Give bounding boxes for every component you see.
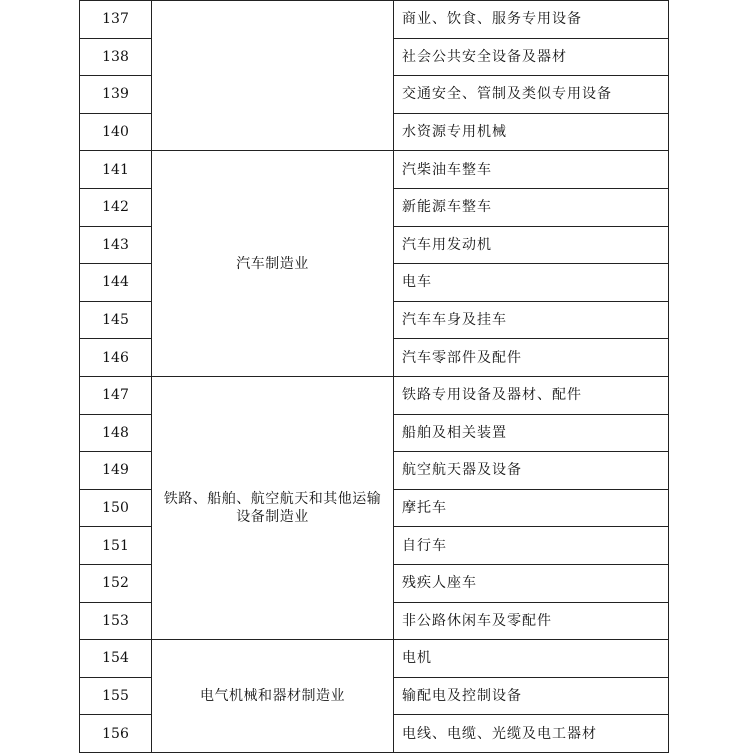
row-number: 143 xyxy=(80,226,152,264)
table-row xyxy=(80,1,669,39)
product-cell: 航空航天器及设备 xyxy=(394,452,669,490)
product-cell: 汽柴油车整车 xyxy=(394,151,669,189)
row-number: 139 xyxy=(80,76,152,114)
row-number: 137 xyxy=(80,1,152,39)
product-cell: 社会公共安全设备及器材 xyxy=(394,38,669,76)
product-cell: 商业、饮食、服务专用设备 xyxy=(394,1,669,39)
category-cell-previous xyxy=(152,1,394,151)
product-cell: 船舶及相关装置 xyxy=(394,414,669,452)
row-number: 146 xyxy=(80,339,152,377)
row-number: 148 xyxy=(80,414,152,452)
product-cell: 新能源车整车 xyxy=(394,188,669,226)
product-cell: 电机 xyxy=(394,640,669,678)
product-cell: 铁路专用设备及器材、配件 xyxy=(394,376,669,414)
row-number: 151 xyxy=(80,527,152,565)
row-number: 142 xyxy=(80,188,152,226)
product-cell: 摩托车 xyxy=(394,489,669,527)
row-number: 145 xyxy=(80,301,152,339)
row-number: 141 xyxy=(80,151,152,189)
product-cell: 汽车用发动机 xyxy=(394,226,669,264)
table-row xyxy=(80,151,669,189)
product-cell: 自行车 xyxy=(394,527,669,565)
product-cell: 非公路休闲车及零配件 xyxy=(394,602,669,640)
row-number: 155 xyxy=(80,677,152,715)
row-number: 140 xyxy=(80,113,152,151)
row-number: 154 xyxy=(80,640,152,678)
product-cell: 输配电及控制设备 xyxy=(394,677,669,715)
row-number: 149 xyxy=(80,452,152,490)
product-cell: 残疾人座车 xyxy=(394,564,669,602)
table-row xyxy=(80,640,669,678)
category-cell-electrical: 电气机械和器材制造业 xyxy=(152,640,394,753)
industry-table xyxy=(79,0,669,753)
table-row xyxy=(80,376,669,414)
product-cell: 电线、电缆、光缆及电工器材 xyxy=(394,715,669,753)
row-number: 144 xyxy=(80,264,152,302)
row-number: 150 xyxy=(80,489,152,527)
category-cell-auto: 汽车制造业 xyxy=(152,151,394,377)
product-cell: 电车 xyxy=(394,264,669,302)
row-number: 147 xyxy=(80,376,152,414)
product-cell: 汽车车身及挂车 xyxy=(394,301,669,339)
category-line: 设备制造业 xyxy=(236,509,309,526)
product-cell: 水资源专用机械 xyxy=(394,113,669,151)
product-cell: 交通安全、管制及类似专用设备 xyxy=(394,76,669,114)
row-number: 156 xyxy=(80,715,152,753)
product-cell: 汽车零部件及配件 xyxy=(394,339,669,377)
row-number: 138 xyxy=(80,38,152,76)
category-line: 铁路、船舶、航空航天和其他运输 xyxy=(163,491,382,508)
row-number: 152 xyxy=(80,564,152,602)
row-number: 153 xyxy=(80,602,152,640)
category-cell-transport xyxy=(152,376,394,639)
